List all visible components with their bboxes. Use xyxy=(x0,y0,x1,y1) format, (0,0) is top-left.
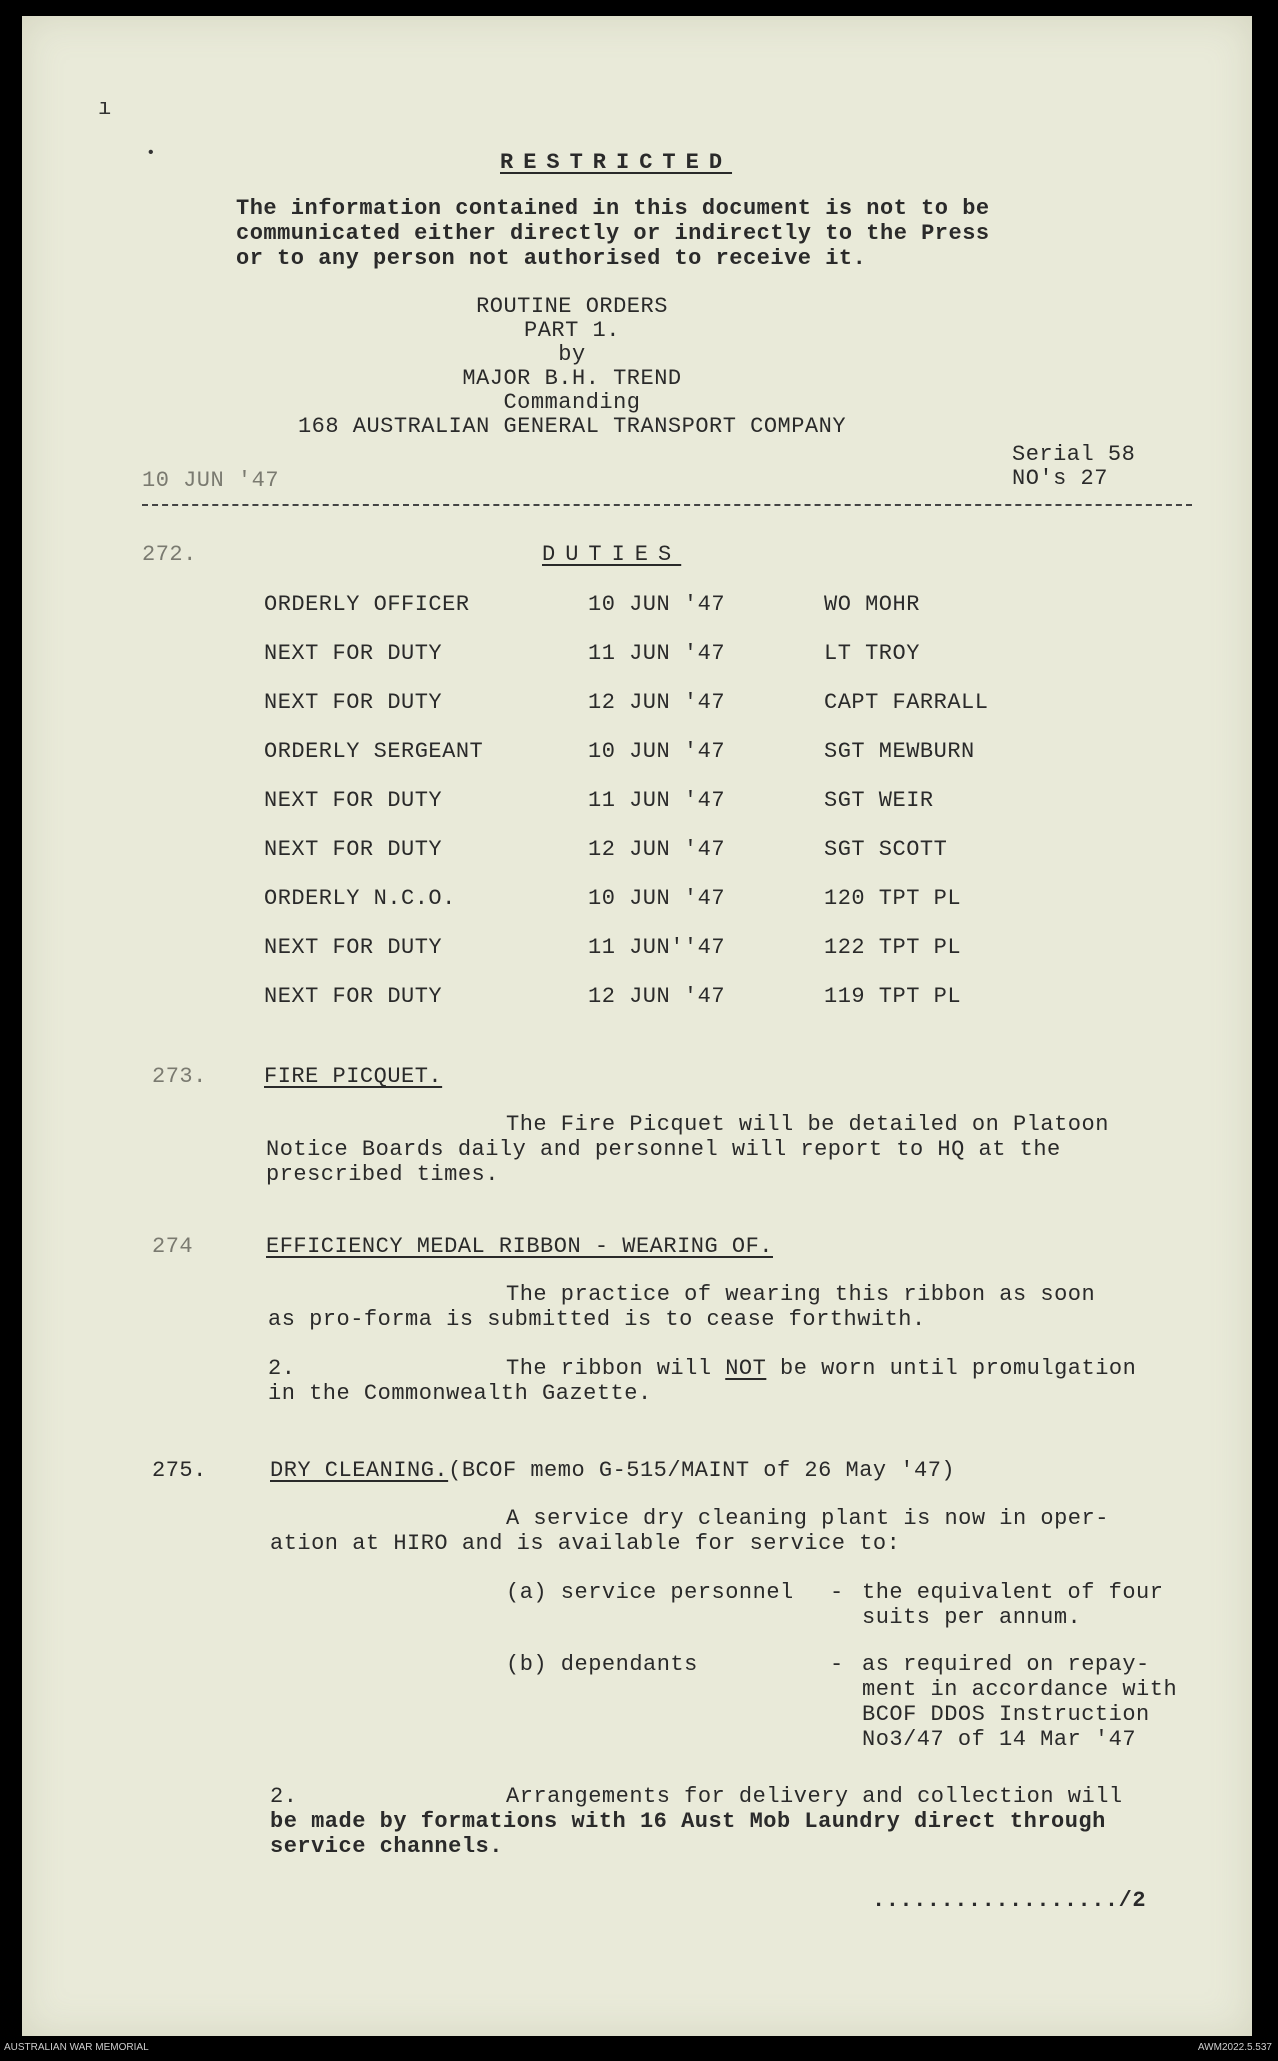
duty-role: NEXT FOR DUTY xyxy=(264,690,443,715)
cleaning-p2-number: 2. xyxy=(270,1784,298,1809)
cleaning-intro-line-2: ation at HIRO and is available for service to: xyxy=(270,1531,901,1556)
duty-role: ORDERLY OFFICER xyxy=(264,592,470,617)
cleaning-heading: DRY CLEANING. xyxy=(270,1458,449,1483)
cleaning-intro-line-1: A service dry cleaning plant is now in oper- xyxy=(506,1506,1109,1531)
duties-heading: DUTIES xyxy=(542,542,682,567)
item-b-label: (b) dependants xyxy=(506,1652,698,1677)
duty-role: NEXT FOR DUTY xyxy=(264,788,443,813)
duty-role: ORDERLY SERGEANT xyxy=(264,739,484,764)
duty-role: NEXT FOR DUTY xyxy=(264,935,443,960)
duty-date: 12 JUN '47 xyxy=(588,837,726,862)
item-a-line-1: the equivalent of four xyxy=(862,1580,1164,1605)
item-number-274: 274 xyxy=(152,1234,194,1259)
duty-date: 10 JUN '47 xyxy=(588,886,726,911)
title-line-4: MAJOR B.H. TREND xyxy=(462,366,682,391)
duty-name: 119 TPT PL xyxy=(824,984,962,1009)
medal-p2-post: be worn until promulgation xyxy=(766,1356,1137,1381)
document-page xyxy=(22,16,1252,2036)
item-a-dash: - xyxy=(830,1580,844,1605)
duty-name: CAPT FARRALL xyxy=(824,690,989,715)
medal-p1-line-2: as pro-forma is submitted is to cease forthwith. xyxy=(268,1307,926,1332)
medal-p2-pre: The ribbon will xyxy=(506,1356,726,1381)
cleaning-p2-line-3: service channels. xyxy=(270,1834,503,1859)
medal-heading: EFFICIENCY MEDAL RIBBON - WEARING OF. xyxy=(266,1234,773,1259)
notice-line-1: The information contained in this document is not to be xyxy=(236,196,990,221)
medal-p1-line-1: The practice of wearing this ribbon as soon xyxy=(506,1282,1096,1307)
item-number-275: 275. xyxy=(152,1458,207,1483)
item-number-272: 272. xyxy=(142,542,197,567)
item-b-line-3: BCOF DDOS Instruction xyxy=(862,1702,1150,1727)
duty-name: SGT MEWBURN xyxy=(824,739,975,764)
medal-p2-line-2: in the Commonwealth Gazette. xyxy=(268,1381,652,1406)
duty-date: 10 JUN '47 xyxy=(588,739,726,764)
duty-date: 11 JUN '47 xyxy=(588,641,726,666)
title-line-5: Commanding xyxy=(503,390,641,415)
title-line-2: PART 1. xyxy=(524,318,620,343)
duty-date: 12 JUN '47 xyxy=(588,984,726,1009)
cleaning-reference: (BCOF memo G-515/MAINT of 26 May '47) xyxy=(448,1458,956,1483)
footer-accession-number: AWM2022.5.537 xyxy=(1197,2042,1272,2053)
fire-line-2: Notice Boards daily and personnel will report to HQ at the xyxy=(266,1137,1061,1162)
hole-mark: ı xyxy=(98,96,112,121)
separator-line xyxy=(142,504,1192,506)
fire-line-3: prescribed times. xyxy=(266,1162,499,1187)
duty-date: 11 JUN''47 xyxy=(588,935,726,960)
title-line-1: ROUTINE ORDERS xyxy=(476,294,668,319)
duty-role: ORDERLY N.C.O. xyxy=(264,886,456,911)
duty-date: 12 JUN '47 xyxy=(588,690,726,715)
medal-p2-line-1 xyxy=(506,1356,1136,1381)
item-number-273: 273. xyxy=(152,1064,207,1089)
order-date: 10 JUN '47 xyxy=(142,468,280,493)
duty-name: SGT SCOTT xyxy=(824,837,948,862)
duty-name: LT TROY xyxy=(824,641,920,666)
duty-date: 11 JUN '47 xyxy=(588,788,726,813)
item-a-label: (a) service personnel xyxy=(506,1580,794,1605)
duty-role: NEXT FOR DUTY xyxy=(264,641,443,666)
footer-institution: AUSTRALIAN WAR MEMORIAL xyxy=(4,2042,149,2053)
pin-mark: • xyxy=(146,144,156,162)
duty-name: SGT WEIR xyxy=(824,788,934,813)
medal-p2-not: NOT xyxy=(725,1356,767,1381)
duty-name: 122 TPT PL xyxy=(824,935,962,960)
order-numbers: NO's 27 xyxy=(1012,466,1108,491)
item-b-dash: - xyxy=(830,1652,844,1677)
duty-name: 120 TPT PL xyxy=(824,886,962,911)
item-a-line-2: suits per annum. xyxy=(862,1605,1082,1630)
serial-number: Serial 58 xyxy=(1012,442,1136,467)
title-line-3: by xyxy=(558,342,586,367)
duty-name: WO MOHR xyxy=(824,592,920,617)
continuation-marker: ................../2 xyxy=(872,1888,1147,1913)
notice-line-2: communicated either directly or indirectly to the Press xyxy=(236,221,990,246)
item-b-line-2: ment in accordance with xyxy=(862,1677,1178,1702)
restricted-heading: RESTRICTED xyxy=(500,150,733,175)
fire-picquet-heading: FIRE PICQUET. xyxy=(264,1064,443,1089)
duty-role: NEXT FOR DUTY xyxy=(264,837,443,862)
fire-line-1: The Fire Picquet will be detailed on Platoon xyxy=(506,1112,1109,1137)
notice-line-3: or to any person not authorised to receive it. xyxy=(236,246,867,271)
title-line-6: 168 AUSTRALIAN GENERAL TRANSPORT COMPANY xyxy=(297,414,847,439)
duty-role: NEXT FOR DUTY xyxy=(264,984,443,1009)
item-b-line-4: No3/47 of 14 Mar '47 xyxy=(862,1727,1137,1752)
cleaning-p2-line-1: Arrangements for delivery and collection will xyxy=(506,1784,1123,1809)
cleaning-p2-line-2: be made by formations with 16 Aust Mob Laundry direct through xyxy=(270,1809,1106,1834)
cleaning-heading-line xyxy=(270,1458,955,1483)
medal-p2-number: 2. xyxy=(268,1356,296,1381)
duty-date: 10 JUN '47 xyxy=(588,592,726,617)
item-b-line-1: as required on repay- xyxy=(862,1652,1150,1677)
